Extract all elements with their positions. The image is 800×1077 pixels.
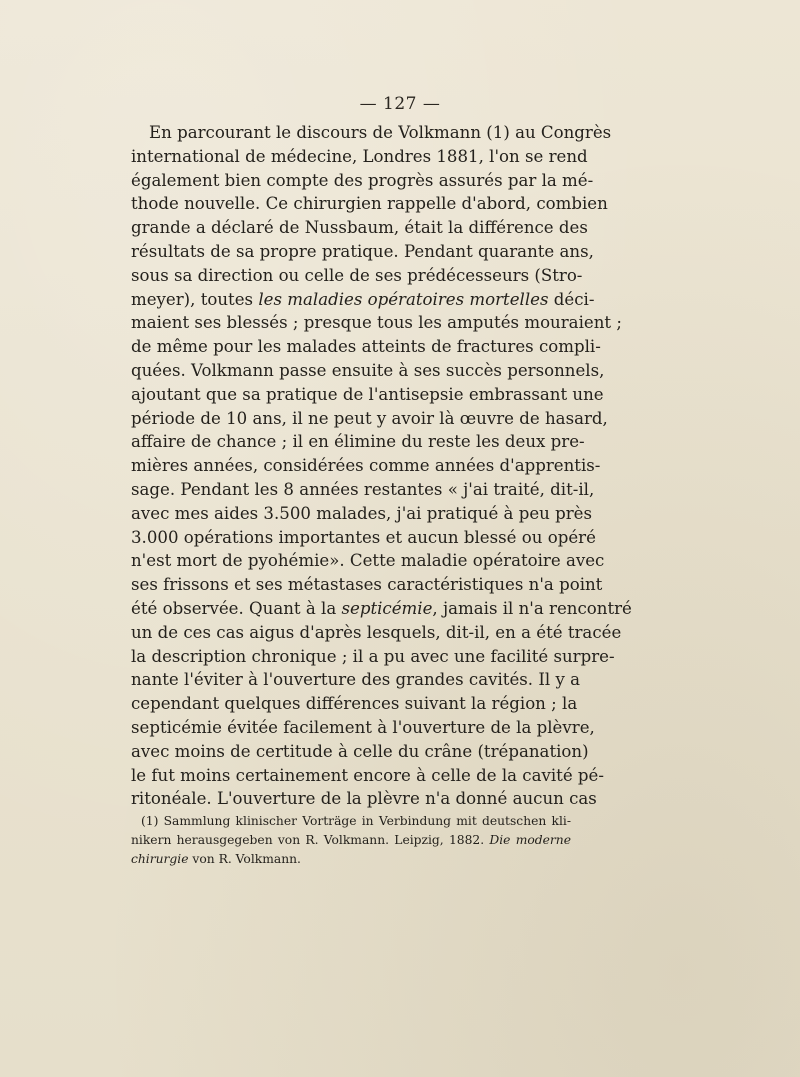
text-line: sous sa direction ou celle de ses prédécesseurs (Stro- <box>131 265 583 285</box>
italic-title: Die moderne <box>489 833 571 847</box>
text-line: de même pour les malades atteints de fractures compli- <box>131 337 601 357</box>
footnote <box>131 812 571 869</box>
text-line: nante l'éviter à l'ouverture des grandes cavités. Il y a <box>131 670 581 690</box>
main-paragraph <box>131 121 632 811</box>
text-line: mières années, considérées comme années d'apprentis- <box>131 456 601 476</box>
text-line: n'est mort de pyohémie». Cette maladie opératoire avec <box>131 551 605 571</box>
text-line: ritonéale. L'ouverture de la plèvre n'a donné aucun cas <box>131 789 597 809</box>
text-line: quées. Volkmann passe ensuite à ses succès personnels, <box>131 360 605 380</box>
italic-phrase: les maladies opératoires mortelles <box>258 289 549 309</box>
text-line: avec moins de certitude à celle du crâne (trépanation) <box>131 741 589 761</box>
footnote-line <box>131 831 571 850</box>
text-segment: nikern herausgegeben von R. Volkmann. Leipzig, 1882. <box>131 833 490 847</box>
italic-word: septicémie <box>341 598 433 618</box>
italic-title: chirurgie <box>131 852 189 866</box>
text-line: maient ses blessés ; presque tous les amputés mouraient ; <box>131 313 622 333</box>
text-line: la description chronique ; il a pu avec une facilité surpre- <box>131 646 615 666</box>
text-segment: été observée. Quant à la <box>131 598 342 618</box>
text-line: thode nouvelle. Ce chirurgien rappelle d'abord, combien <box>131 194 608 214</box>
text-line: cependant quelques différences suivant la région ; la <box>131 694 578 714</box>
text-line: ajoutant que sa pratique de l'antisepsie embrassant une <box>131 384 604 404</box>
text-line: septicémie évitée facilement à l'ouverture de la plèvre, <box>131 717 595 737</box>
text-line: international de médecine, Londres 1881, l'on se rend <box>131 146 588 166</box>
footnote-line <box>131 850 571 869</box>
footnote-line: (1) Sammlung klinischer Vorträge in Verbindung mit deutschen kli- <box>141 814 571 828</box>
text-line: également bien compte des progrès assurés par la mé- <box>131 170 594 190</box>
text-line: ses frissons et ses métastases caractéristiques n'a point <box>131 575 603 595</box>
text-line-with-italic <box>131 597 632 621</box>
text-line: affaire de chance ; il en élimine du reste les deux pre- <box>131 432 585 452</box>
text-line: un de ces cas aigus d'après lesquels, dit-il, en a été tracée <box>131 622 622 642</box>
text-line: résultats de sa propre pratique. Pendant quarante ans, <box>131 241 594 261</box>
text-line: 3.000 opérations importantes et aucun blessé ou opéré <box>131 527 596 547</box>
page-number: — 127 — <box>359 94 441 114</box>
text-line: le fut moins certainement encore à celle de la cavité pé- <box>131 765 604 785</box>
text-segment: , jamais il n'a rencontré <box>432 598 632 618</box>
text-line-with-italic <box>131 288 595 312</box>
text-line: période de 10 ans, il ne peut y avoir là œuvre de hasard, <box>131 408 608 428</box>
text-segment: meyer), toutes <box>131 289 259 309</box>
text-line: sage. Pendant les 8 années restantes « j'ai traité, dit-il, <box>131 479 595 499</box>
text-segment: déci- <box>548 289 595 309</box>
text-line: avec mes aides 3.500 malades, j'ai pratiqué à peu près <box>131 503 593 523</box>
text-line: grande a déclaré de Nussbaum, était la différence des <box>131 218 588 238</box>
text-segment: von R. Volkmann. <box>188 852 301 866</box>
text-line: En parcourant le discours de Volkmann (1) au Congrès <box>149 123 612 142</box>
